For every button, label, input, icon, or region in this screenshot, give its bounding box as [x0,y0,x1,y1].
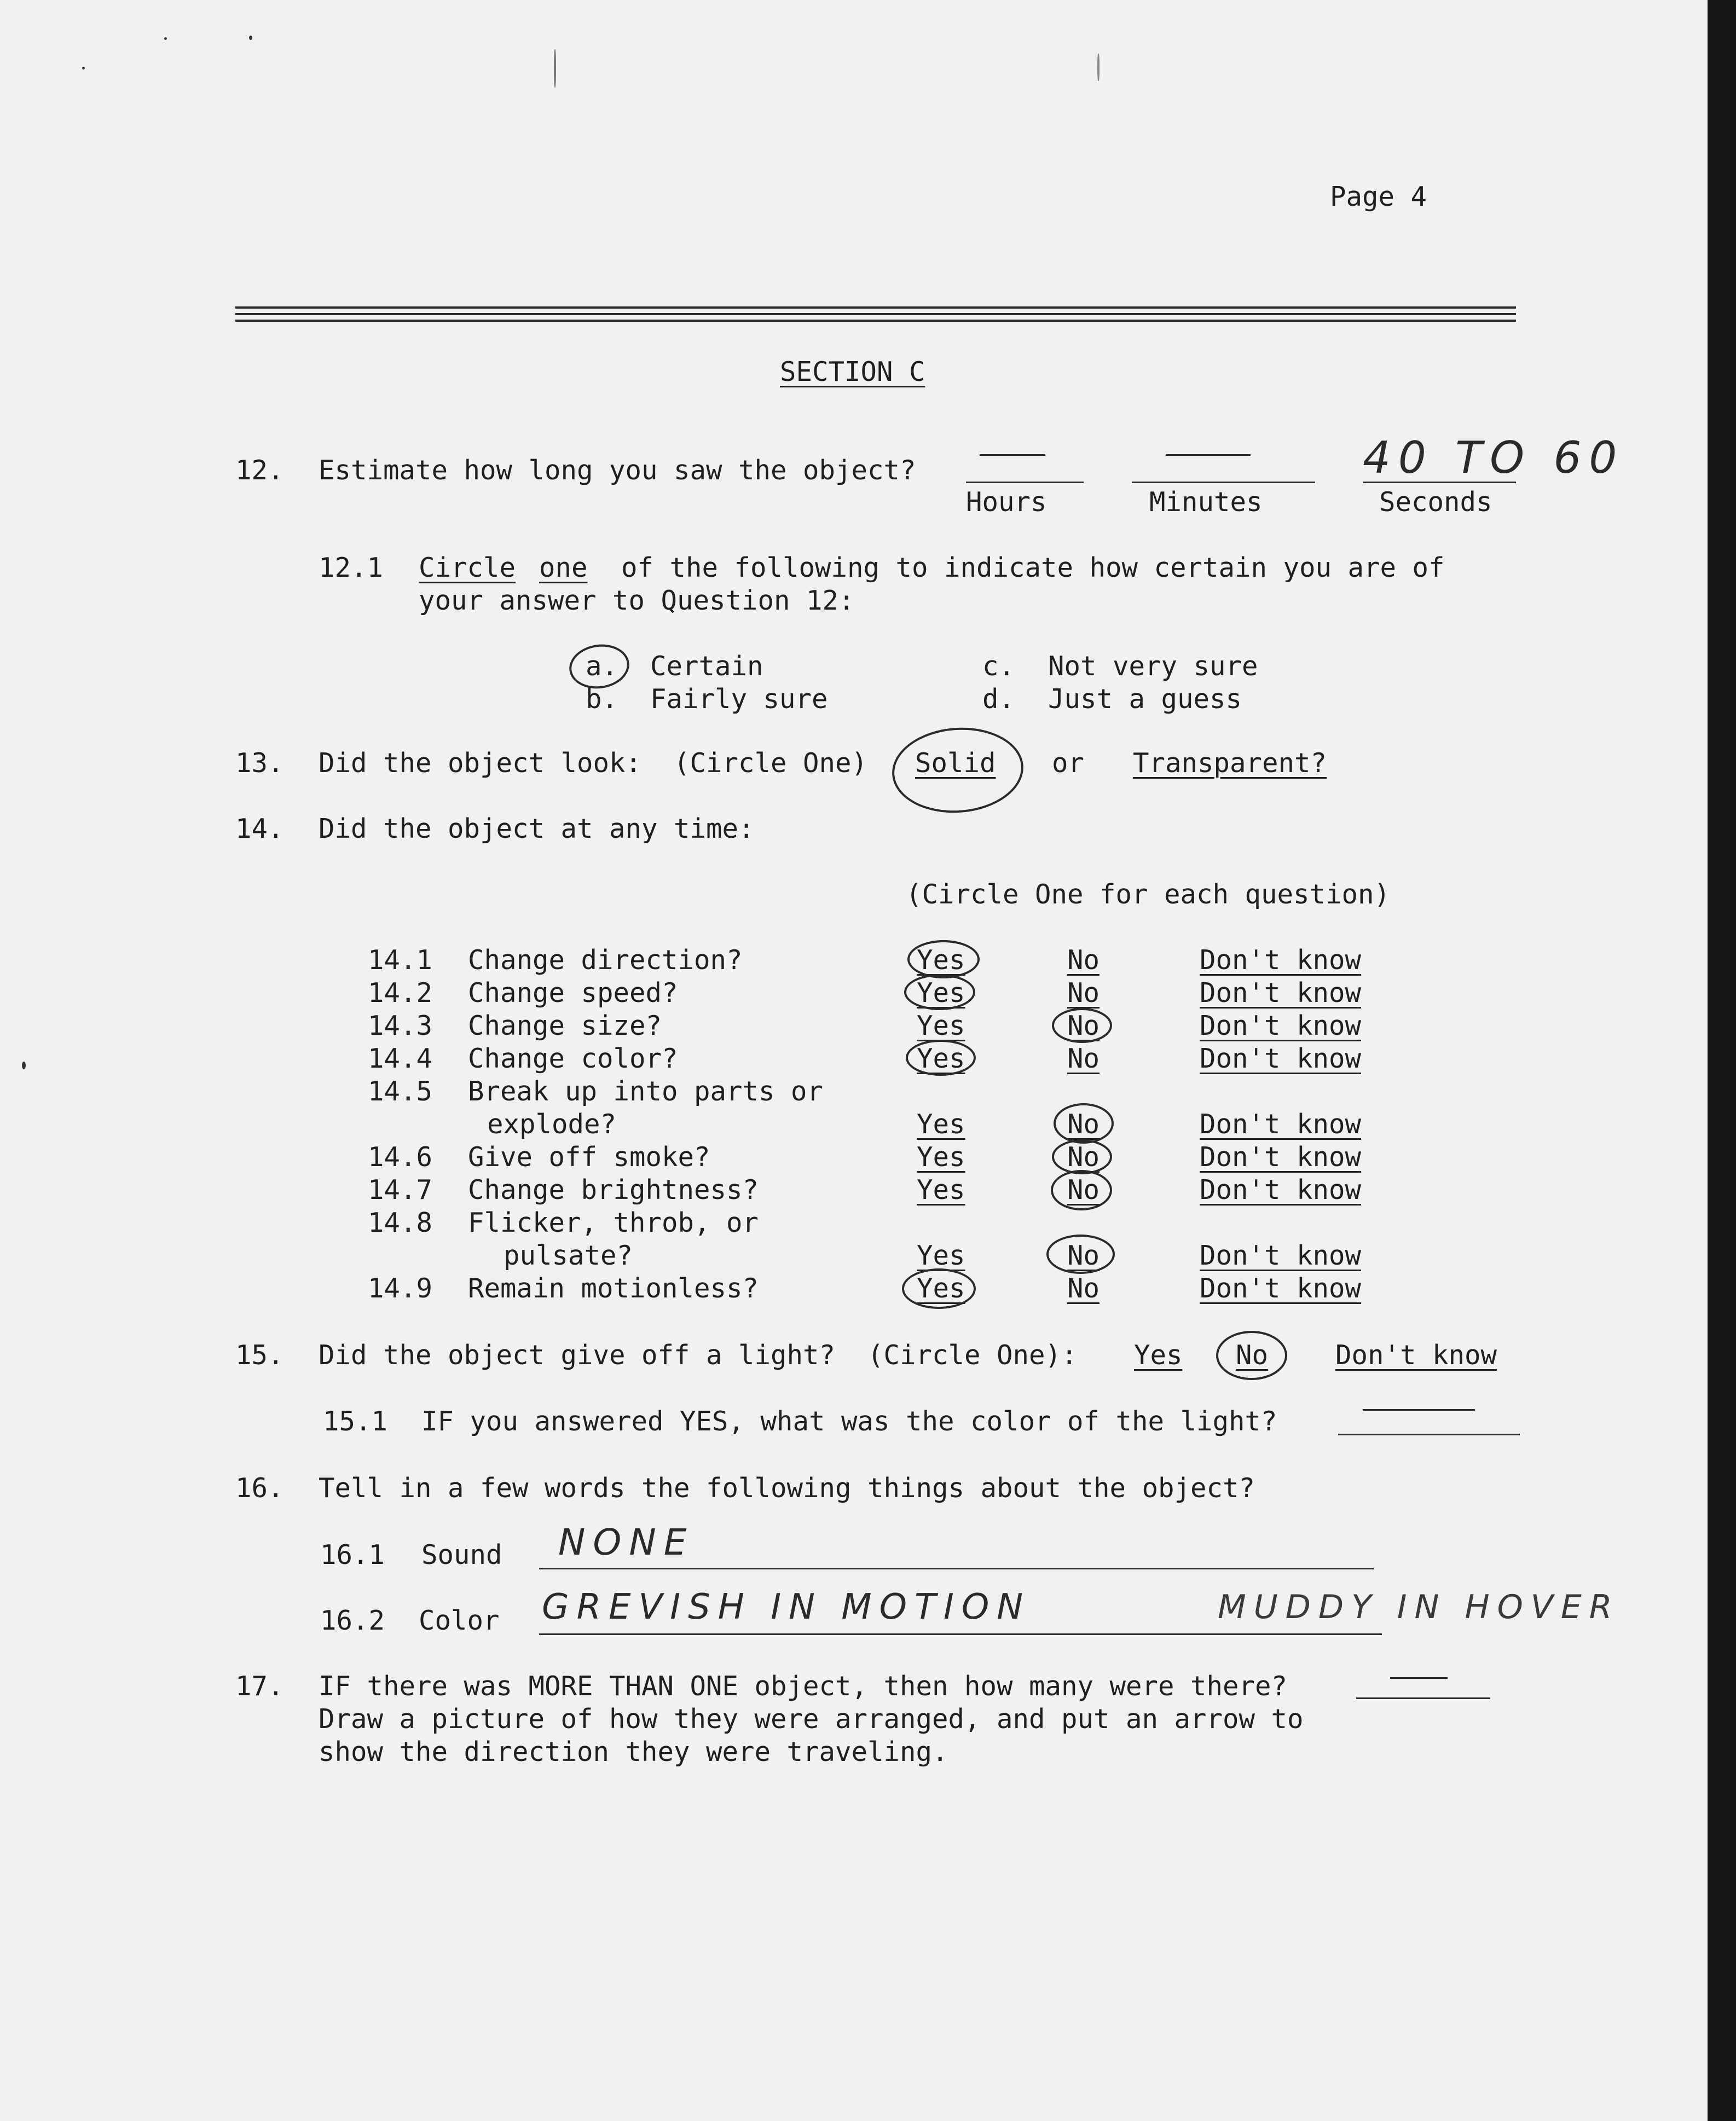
dont-know-option: Don't know [1200,1174,1362,1206]
q13-transparent-option: Transparent? [1133,747,1327,779]
color-label: Color [419,1605,500,1636]
q17-line3: show the direction they were traveling. [319,1736,948,1768]
q13-text: Did the object look: (Circle One) [319,747,868,779]
option-b-text: Fairly sure [650,683,828,715]
q16-1-number: 16.1 [320,1539,385,1571]
header-rule-3 [235,320,1516,322]
q12-number: 12. [235,455,284,486]
no-option: No [1067,1010,1100,1041]
header-rule-1 [235,306,1516,309]
dont-know-option: Don't know [1200,1109,1362,1140]
yes-option: Yes [917,1174,965,1206]
dont-know-option: Don't know [1200,977,1362,1009]
section-title: SECTION C [780,356,925,387]
q15-number: 15. [235,1340,284,1371]
q12-text: Estimate how long you saw the object? [319,455,916,486]
item-text: Change size? [468,1010,662,1041]
yes-option: Yes [917,944,965,976]
q12-1-circle-word: Circle [419,552,516,583]
minutes-label: Minutes [1149,486,1263,518]
q17-line1: IF there was MORE THAN ONE object, then how many were there? [319,1671,1288,1702]
no-option: No [1067,1273,1100,1304]
option-c-text: Not very sure [1048,651,1258,682]
light-color-dash [1363,1409,1475,1411]
item-text: Change speed? [468,977,678,1009]
item-text-continued: pulsate? [504,1240,633,1271]
no-option: No [1067,1141,1100,1173]
q13-solid-option: Solid [915,747,996,779]
sound-answer: NONE [558,1521,695,1563]
item-number: 14.6 [368,1141,433,1173]
scan-mark [554,49,556,88]
sound-label: Sound [421,1539,502,1571]
q15-1-text: IF you answered YES, what was the color of the light? [421,1406,1277,1437]
no-option: No [1067,1109,1100,1140]
light-color-blank[interactable] [1338,1434,1520,1435]
hours-label: Hours [966,486,1047,518]
item-text: Flicker, throb, or [468,1207,759,1238]
option-a-letter: a. [586,651,618,682]
item-text-continued: explode? [487,1109,617,1140]
q13-or: or [1052,747,1085,779]
option-a-text: Certain [650,651,763,682]
yes-option: Yes [917,1240,965,1271]
dont-know-option: Don't know [1200,1240,1362,1271]
item-number: 14.7 [368,1174,433,1206]
sound-blank[interactable] [539,1568,1374,1569]
no-option: No [1067,1174,1100,1206]
q15-dont-know-option: Don't know [1335,1340,1497,1371]
q14-number: 14. [235,813,284,844]
color-answer-hover: MUDDY IN HOVER [1218,1588,1620,1626]
yes-option: Yes [917,1043,965,1074]
seconds-label: Seconds [1379,486,1492,518]
q16-text: Tell in a few words the following things about the object? [319,1473,1255,1504]
q17-number: 17. [235,1671,284,1702]
item-text: Give off smoke? [468,1141,710,1173]
q16-number: 16. [235,1473,284,1504]
yes-option: Yes [917,1109,965,1140]
dont-know-option: Don't know [1200,1043,1362,1074]
q15-1-number: 15.1 [323,1406,388,1437]
yes-option: Yes [917,1141,965,1173]
item-number: 14.4 [368,1043,433,1074]
scan-speck [249,36,252,40]
hours-blank[interactable] [966,482,1084,483]
q16-2-number: 16.2 [320,1605,385,1636]
item-number: 14.8 [368,1207,433,1238]
dont-know-option: Don't know [1200,944,1362,976]
item-number: 14.1 [368,944,433,976]
item-text: Break up into parts or [468,1076,824,1107]
scan-speck [82,67,85,69]
q15-yes-option: Yes [1134,1340,1183,1371]
q12-1-line2: your answer to Question 12: [419,585,855,616]
q14-text: Did the object at any time: [319,813,755,844]
dont-know-option: Don't know [1200,1141,1362,1173]
item-text: Change direction? [468,944,743,976]
object-count-dash [1390,1677,1448,1679]
yes-option: Yes [917,1010,965,1041]
item-text: Change color? [468,1043,678,1074]
item-number: 14.5 [368,1076,433,1107]
option-b-letter: b. [586,683,618,715]
q13-number: 13. [235,747,284,779]
yes-option: Yes [917,1273,965,1304]
scan-speck [164,37,167,40]
yes-option: Yes [917,977,965,1009]
q12-1-one-word: one [539,552,588,583]
item-number: 14.2 [368,977,433,1009]
scan-mark [1097,54,1100,81]
minutes-blank[interactable] [1132,482,1315,483]
page-number: Page 4 [1330,181,1427,212]
item-number: 14.3 [368,1010,433,1041]
no-option: No [1067,977,1100,1009]
minutes-dash [1166,454,1251,456]
q15-text: Did the object give off a light? (Circle One): [319,1340,1078,1371]
color-blank[interactable] [539,1633,1382,1635]
option-d-text: Just a guess [1048,683,1242,715]
no-option: No [1067,944,1100,976]
scan-speck [22,1062,26,1069]
q12-1-number: 12.1 [319,552,384,583]
dont-know-option: Don't know [1200,1010,1362,1041]
item-number: 14.9 [368,1273,433,1304]
item-text: Remain motionless? [468,1273,759,1304]
hours-dash [980,454,1045,456]
q15-no-option: No [1236,1340,1269,1371]
dont-know-option: Don't know [1200,1273,1362,1304]
no-option: No [1067,1043,1100,1074]
seconds-answer: 40 TO 60 [1363,432,1625,483]
object-count-blank[interactable] [1356,1697,1490,1699]
header-rule-2 [235,313,1516,315]
option-c-letter: c. [982,651,1015,682]
scan-border [1708,0,1736,2121]
no-option: No [1067,1240,1100,1271]
q17-line2: Draw a picture of how they were arranged, and put an arrow to [319,1703,1304,1735]
option-d-letter: d. [982,683,1015,715]
q12-1-line1: of the following to indicate how certain you are of [621,552,1445,583]
q14-instruction: (Circle One for each question) [906,879,1391,910]
color-answer-motion: GREVISH IN MOTION [542,1587,1031,1627]
item-text: Change brightness? [468,1174,759,1206]
